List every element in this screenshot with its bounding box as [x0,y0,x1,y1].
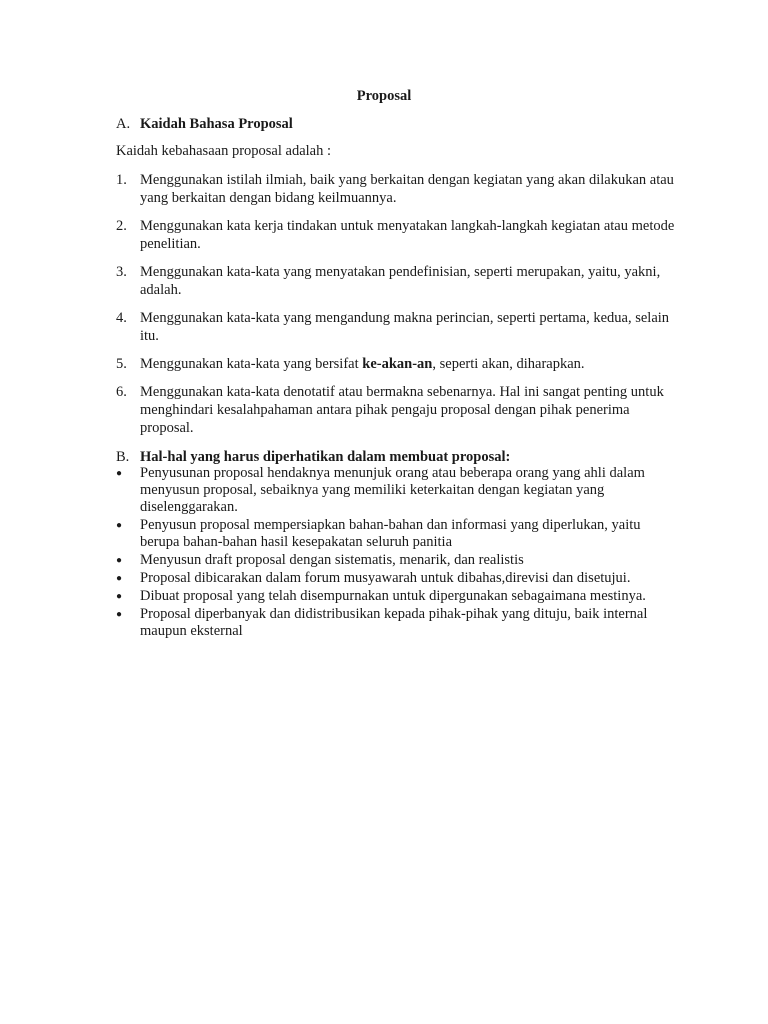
list-item [116,171,676,207]
list-item [116,383,676,437]
section-b-heading [116,448,510,466]
section-b-title: Hal-hal yang harus diperhatikan dalam membuat proposal: [140,449,511,465]
bullet-item-text: Proposal dibicarakan dalam forum musyawarah untuk dibahas,direvisi dan disetujui. [140,570,631,586]
bullet-item [116,606,676,640]
list-item [116,355,676,373]
list-item-text [140,309,676,345]
bullet-item [116,465,676,516]
bullet-item [116,517,676,551]
text-run: , seperti akan, diharapkan. [432,356,585,372]
bullet-item [116,552,676,569]
text-run: Menggunakan istilah ilmiah, baik yang berkaitan dengan kegiatan yang akan dilakukan atau yang berkaitan dengan bidang keilmuannya. [140,172,674,206]
list-item-number: 2. [116,218,127,234]
text-run: Menggunakan kata-kata yang menyatakan pendefinisian, seperti merupakan, yaitu, yakni, adalah. [140,264,661,298]
section-b-marker: B. [116,449,130,465]
list-item-text [140,217,676,253]
bullet-item [116,588,676,605]
list-item-number: 1. [116,172,127,188]
list-item [116,263,676,299]
bullet-item-text: Proposal diperbanyak dan didistribusikan kepada pihak-pihak yang dituju, baik internal maupun eksternal [140,606,648,639]
document-title: Proposal [356,88,412,104]
text-run: Menggunakan kata kerja tindakan untuk menyatakan langkah-langkah kegiatan atau metode penelitian. [140,218,675,252]
list-item-number: 4. [116,310,127,326]
list-item-number: 6. [116,384,127,400]
numbered-list [116,171,676,447]
section-a-intro: Kaidah kebahasaan proposal adalah : [116,143,331,159]
list-item-text [140,355,676,373]
bullet-icon: ● [116,468,123,479]
emphasis-text: ke-akan-an [362,356,433,372]
bullet-icon: ● [116,591,123,602]
list-item [116,217,676,253]
bullet-item-text: Menyusun draft proposal dengan sistematis, menarik, dan realistis [140,552,524,568]
text-run: Menggunakan kata-kata denotatif atau bermakna sebenarnya. Hal ini sangat penting untuk menghindari kesalahpahaman antara pihak pengaju proposal dengan pihak penerima proposal. [140,384,664,436]
bullet-item-text: Dibuat proposal yang telah disempurnakan untuk dipergunakan sebagaimana mestinya. [140,588,646,604]
list-item-text [140,263,676,299]
bullet-icon: ● [116,573,123,584]
list-item-number: 5. [116,356,127,372]
list-item [116,309,676,345]
text-run: Menggunakan kata-kata yang bersifat [140,356,363,372]
list-item-number: 3. [116,264,127,280]
bullet-icon: ● [116,609,123,620]
list-item-text [140,383,676,437]
section-a-title: Kaidah Bahasa Proposal [140,116,293,132]
text-run: Menggunakan kata-kata yang mengandung makna perincian, seperti pertama, kedua, selain itu. [140,310,670,344]
bullet-list [116,465,676,641]
section-a-heading [116,115,293,133]
bullet-item [116,570,676,587]
section-a-marker: A. [116,116,131,132]
list-item-text [140,171,676,207]
bullet-item-text: Penyusun proposal mempersiapkan bahan-bahan dan informasi yang diperlukan, yaitu berupa bahan-bahan hasil kesepakatan seluruh panitia [140,517,641,550]
bullet-item-text: Penyusunan proposal hendaknya menunjuk orang atau beberapa orang yang ahli dalam menyusun proposal, sebaiknya yang memiliki keterkaitan dengan kegiatan yang diselenggarakan. [140,465,645,515]
bullet-icon: ● [116,555,123,566]
bullet-icon: ● [116,520,123,531]
